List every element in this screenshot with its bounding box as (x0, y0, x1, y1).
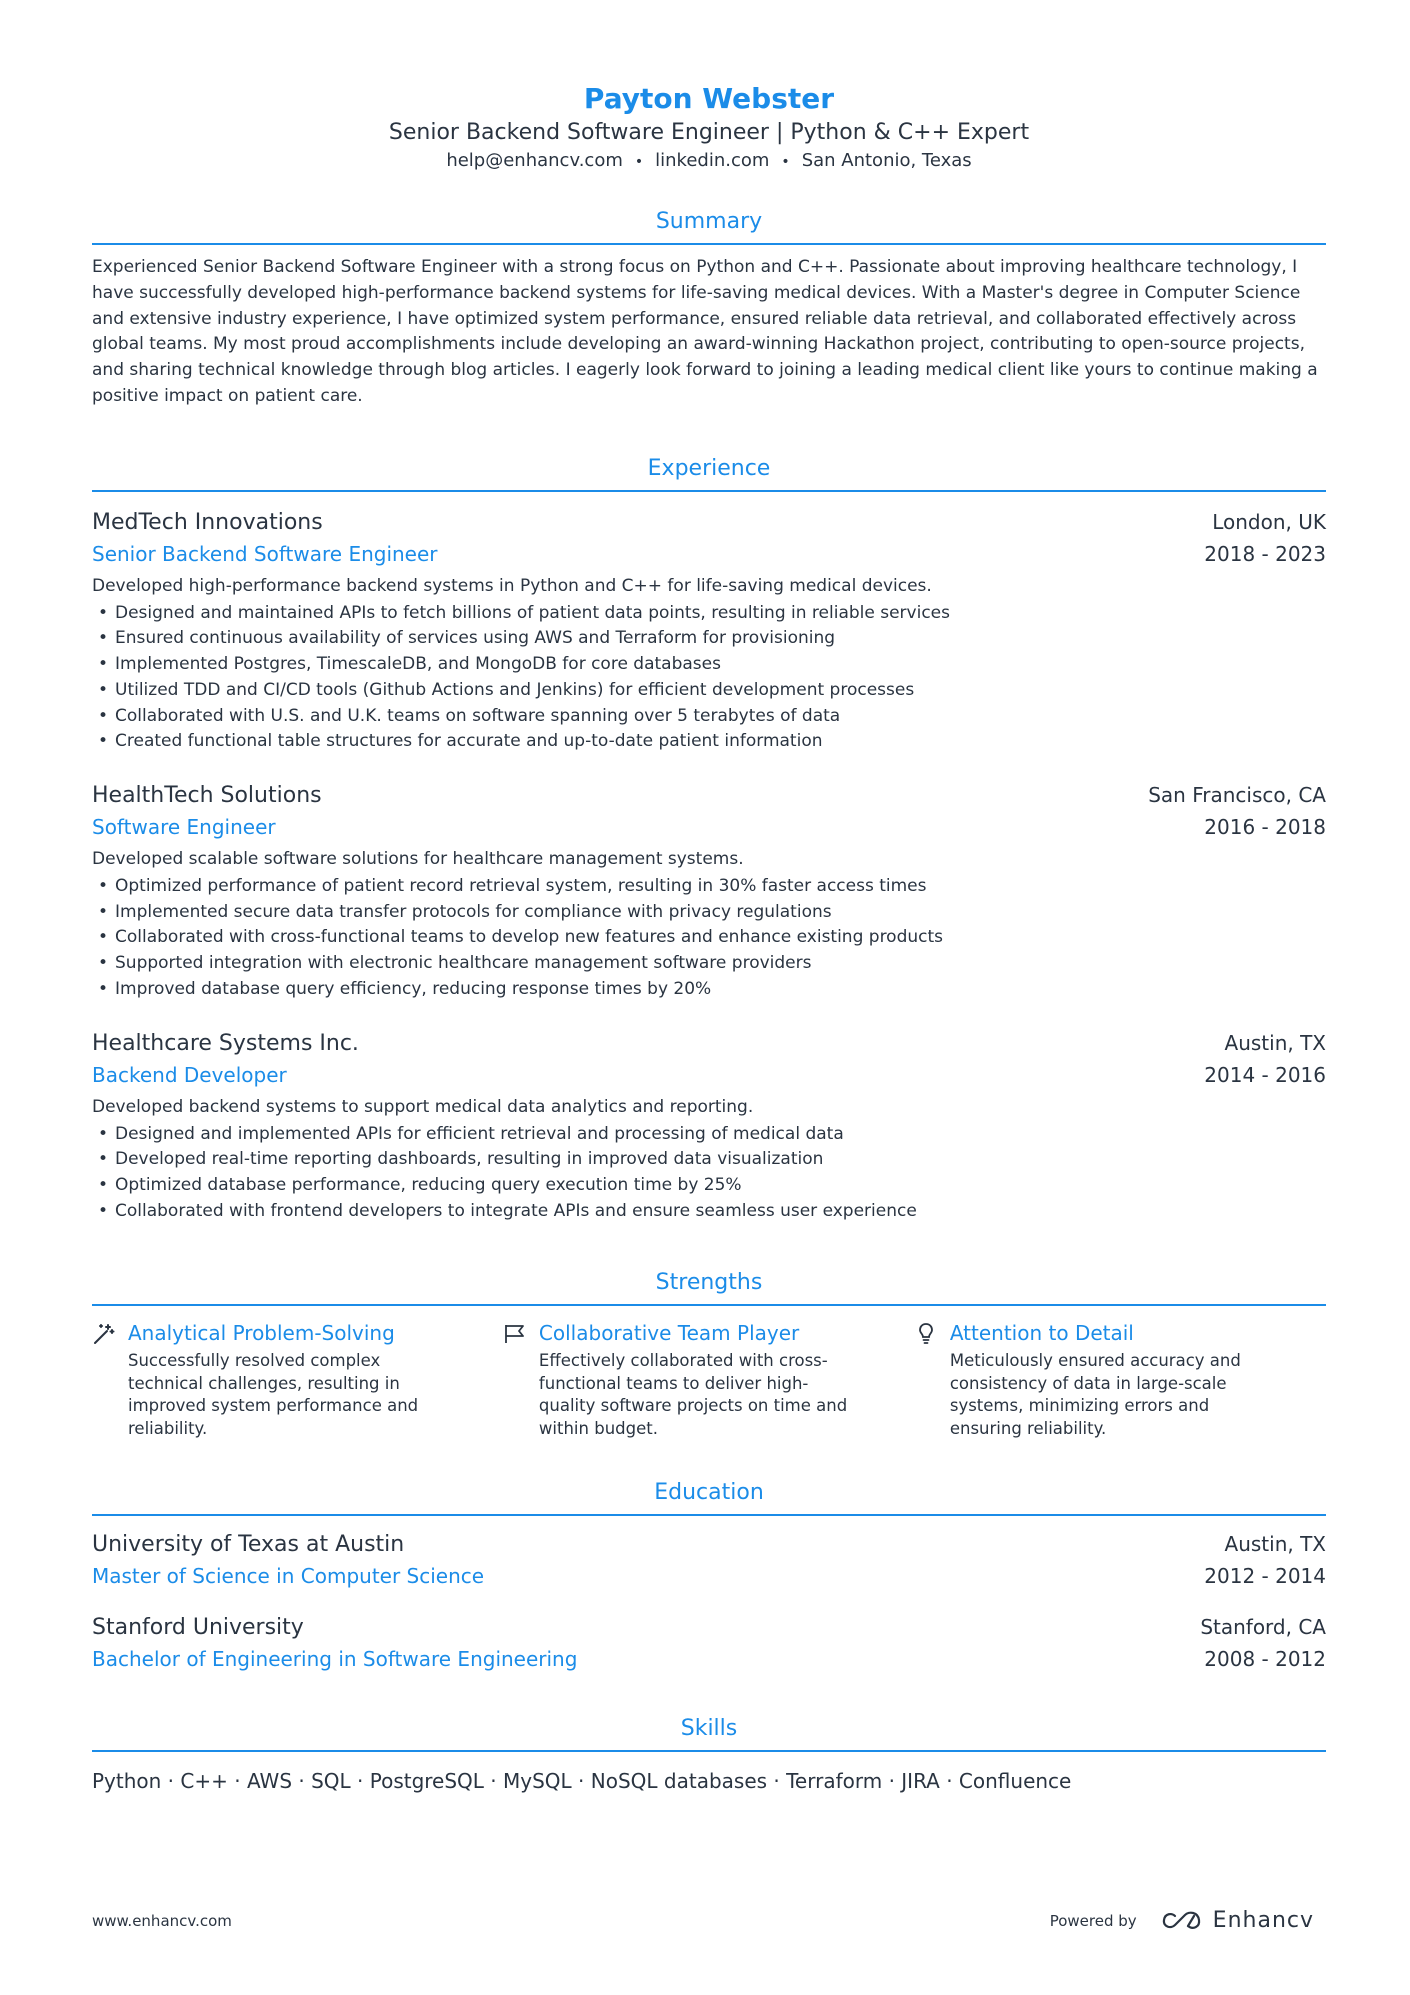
skills-list: Python · C++ · AWS · SQL · PostgreSQL · MySQL · NoSQL databases · Terraform · JIRA · Confluence (92, 1769, 1072, 1794)
job-dates: 2014 - 2016 (1204, 1062, 1326, 1087)
skills-section (92, 1714, 1326, 1796)
job-bullets (92, 874, 1326, 1003)
flag-icon (503, 1318, 539, 1440)
strength-title: Collaborative Team Player (538, 1321, 800, 1346)
section-title-summary: Summary (92, 207, 1326, 245)
strengths-section (92, 1268, 1326, 1440)
footer-url[interactable]: www.enhancv.com (92, 1911, 232, 1930)
candidate-name: Payton Webster (583, 82, 835, 115)
job-dates: 2016 - 2018 (1204, 815, 1326, 839)
strength-description: Successfully resolved complex technical challenges, resulting in improved system performance and reliability. (128, 1351, 419, 1438)
education-section (92, 1478, 1326, 1674)
enhancv-logo-icon (1161, 1910, 1205, 1932)
strength-description: Effectively collaborated with cross-functional teams to deliver high-quality software projects on time and within budget. (538, 1351, 848, 1438)
job-bullet: • Implemented Postgres, TimescaleDB, and MongoDB for core databases (92, 652, 1326, 678)
strengths-list (92, 1318, 1326, 1440)
powered-by (1050, 1908, 1314, 1933)
job-bullets (92, 601, 1326, 755)
contact-email[interactable]: help@enhancv.com (446, 150, 623, 171)
job-location: San Francisco, CA (1148, 783, 1326, 807)
section-title-strengths: Strengths (92, 1268, 1326, 1306)
strength-item (914, 1318, 1325, 1440)
contact-line (92, 148, 1326, 175)
job-bullet: • Utilized TDD and CI/CD tools (Github Actions and Jenkins) for efficient development processes (92, 678, 1326, 704)
school-location: Austin, TX (1224, 1532, 1326, 1557)
section-title-skills: Skills (92, 1714, 1326, 1752)
job-bullet: • Designed and maintained APIs to fetch billions of patient data points, resulting in reliable services (92, 601, 1326, 627)
job-dates: 2018 - 2023 (1204, 541, 1326, 566)
contact-location: San Antonio, Texas (801, 150, 972, 171)
experience-entry (92, 779, 1326, 1003)
contact-separator: • (634, 154, 644, 170)
job-location: London, UK (1212, 509, 1326, 534)
degree-name: Bachelor of Engineering in Software Engineering (92, 1647, 578, 1672)
candidate-headline: Senior Backend Software Engineer | Python & C++ Expert (388, 120, 1030, 145)
page-footer (92, 1908, 1314, 1933)
job-description: Developed high-performance backend systems in Python and C++ for life-saving medical devices. (92, 575, 932, 596)
strength-title: Attention to Detail (949, 1321, 1134, 1346)
strength-item (92, 1318, 503, 1440)
job-bullet: • Collaborated with frontend developers to integrate APIs and ensure seamless user experience (92, 1199, 1326, 1225)
job-bullet: • Collaborated with cross-functional teams to develop new features and enhance existing products (92, 925, 1326, 951)
school-location: Stanford, CA (1200, 1615, 1326, 1640)
job-description: Developed scalable software solutions for healthcare management systems. (92, 849, 744, 869)
experience-entry (92, 506, 1326, 755)
job-description: Developed backend systems to support medical data analytics and reporting. (92, 1096, 754, 1117)
contact-linkedin[interactable]: linkedin.com (655, 150, 770, 171)
summary-text: Experienced Senior Backend Software Engineer with a strong focus on Python and C++. Passionate about improving healthcare technology, I have successfully developed high-performance backend systems for life-saving medical devices. With a Master's degree in Computer Science and extensive industry experience, I have optimized system performance, ensured reliable data retrieval, and collaborated effectively across global teams. My most proud accomplishments include developing an award-winning Hackathon project, contributing to open-source projects, and sharing technical knowledge through blog articles. I eagerly look forward to joining a leading medical client like yours to continue making a positive impact on patient care. (92, 257, 1318, 406)
magic-wand-icon (92, 1318, 128, 1440)
section-title-experience: Experience (92, 454, 1326, 492)
strength-item (503, 1318, 914, 1440)
job-title: Software Engineer (92, 815, 276, 839)
job-title: Senior Backend Software Engineer (92, 541, 438, 566)
company-name: Healthcare Systems Inc. (92, 1030, 359, 1056)
education-dates: 2008 - 2012 (1204, 1647, 1326, 1672)
experience-section (92, 454, 1326, 1225)
resume-page (92, 80, 1326, 1796)
summary-section (92, 207, 1326, 410)
strength-description: Meticulously ensured accuracy and consistency of data in large-scale systems, minimizing errors and ensuring reliability. (949, 1351, 1241, 1438)
education-entry (92, 1611, 1326, 1674)
school-name: Stanford University (92, 1615, 304, 1641)
job-title: Backend Developer (92, 1062, 287, 1087)
job-bullet: • Created functional table structures for accurate and up-to-date patient information (92, 729, 1326, 755)
lightbulb-icon (914, 1318, 950, 1440)
job-bullet: • Supported integration with electronic healthcare management software providers (92, 951, 1326, 977)
powered-by-label: Powered by (1049, 1911, 1137, 1930)
brand-logo[interactable] (1161, 1908, 1314, 1933)
job-bullet: • Developed real-time reporting dashboards, resulting in improved data visualization (92, 1147, 1326, 1173)
contact-separator: • (781, 154, 790, 170)
school-name: University of Texas at Austin (92, 1532, 405, 1558)
job-bullet: • Optimized database performance, reducing query execution time by 25% (92, 1173, 1326, 1199)
job-bullet: • Optimized performance of patient record retrieval system, resulting in 30% faster access times (92, 874, 1326, 900)
experience-entry (92, 1027, 1326, 1225)
job-bullet: • Designed and implemented APIs for efficient retrieval and processing of medical data (92, 1122, 1326, 1148)
job-bullet: • Implemented secure data transfer protocols for compliance with privacy regulations (92, 900, 1326, 926)
company-name: MedTech Innovations (92, 509, 323, 535)
section-title-education: Education (92, 1478, 1326, 1516)
brand-name: Enhancv (1212, 1908, 1314, 1933)
job-bullet: • Ensured continuous availability of services using AWS and Terraform for provisioning (92, 626, 1326, 652)
company-name: HealthTech Solutions (92, 783, 322, 808)
job-bullet: • Collaborated with U.S. and U.K. teams on software spanning over 5 terabytes of data (92, 704, 1326, 730)
resume-header (92, 80, 1326, 175)
education-dates: 2012 - 2014 (1204, 1564, 1326, 1589)
job-location: Austin, TX (1224, 1030, 1326, 1055)
degree-name: Master of Science in Computer Science (92, 1564, 485, 1589)
education-entry (92, 1528, 1326, 1591)
strength-title: Analytical Problem-Solving (128, 1321, 395, 1346)
job-bullet: • Improved database query efficiency, reducing response times by 20% (92, 977, 1326, 1003)
job-bullets (92, 1122, 1326, 1225)
